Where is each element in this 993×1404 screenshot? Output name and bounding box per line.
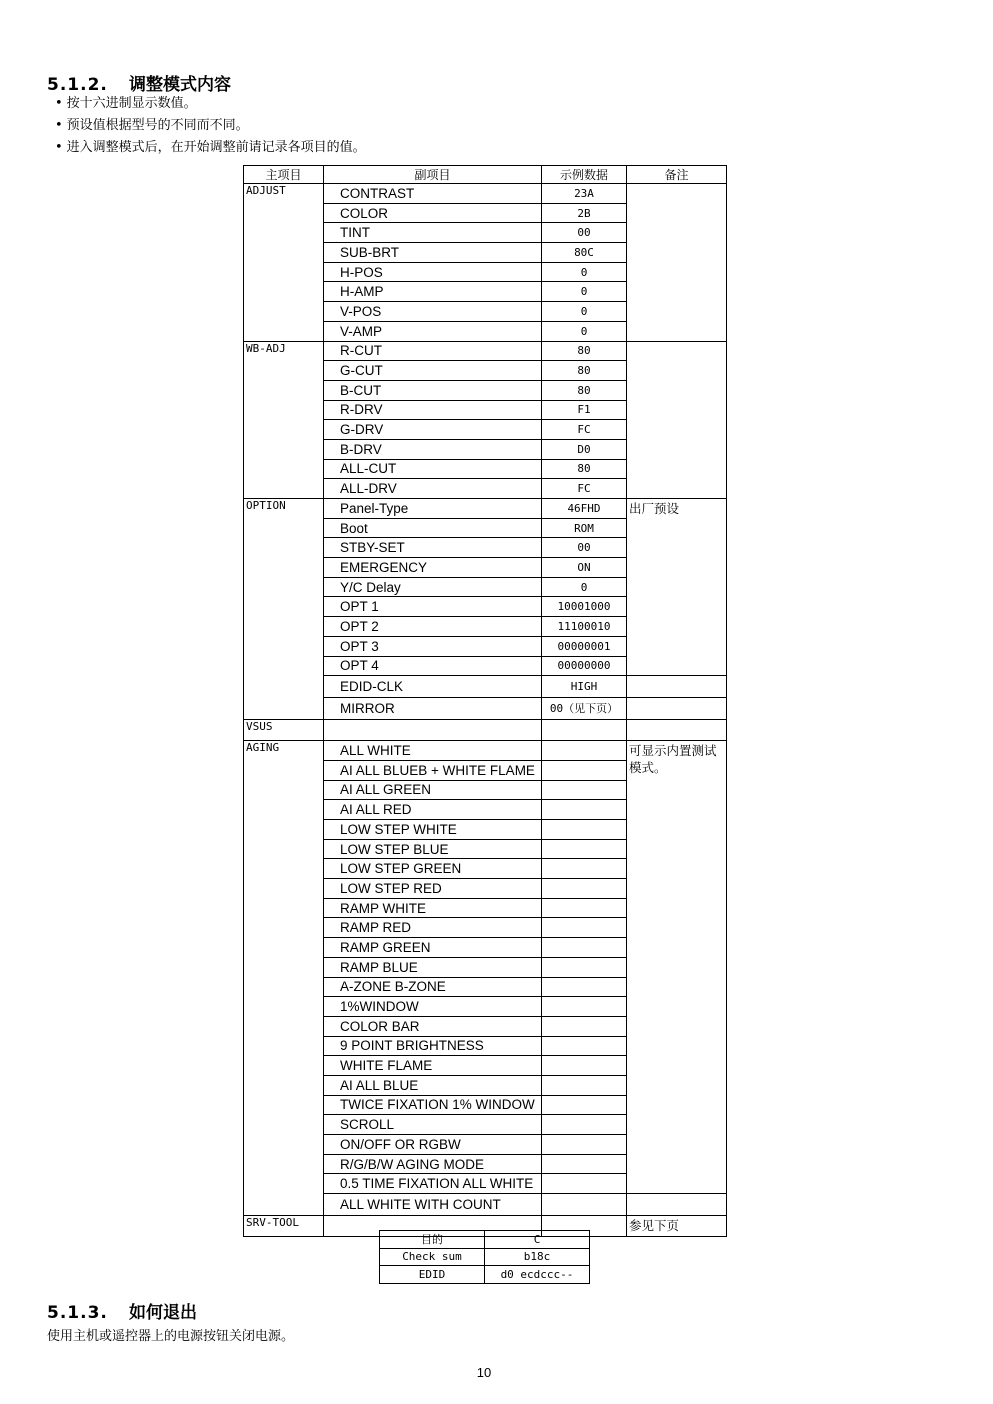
section-title: 如何退出	[129, 1303, 197, 1323]
table-cell: b18c	[485, 1248, 590, 1266]
sub-item-cell: ALL WHITE	[324, 741, 542, 761]
example-data-cell: 23A	[542, 184, 627, 204]
section-title: 调整模式内容	[129, 75, 231, 95]
example-data-cell: F1	[542, 400, 627, 420]
sub-item-cell: CONTRAST	[324, 184, 542, 204]
table-row	[244, 499, 727, 519]
sub-item-cell: H-POS	[324, 262, 542, 282]
adjustment-table	[243, 165, 727, 1237]
remarks-cell: 出厂预设	[627, 499, 727, 676]
sub-item-cell: EMERGENCY	[324, 558, 542, 578]
example-data-cell	[542, 1075, 627, 1095]
sub-item-cell: TINT	[324, 223, 542, 243]
example-data-cell: 46FHD	[542, 499, 627, 519]
table-row	[380, 1248, 590, 1266]
sub-item-cell: B-DRV	[324, 439, 542, 459]
header-example-data: 示例数据	[542, 166, 627, 184]
example-data-cell	[542, 820, 627, 840]
sub-item-cell: B-CUT	[324, 380, 542, 400]
example-data-cell: HIGH	[542, 676, 627, 698]
table-row	[244, 341, 727, 361]
sub-item-cell: OPT 4	[324, 656, 542, 676]
example-data-cell	[542, 957, 627, 977]
sub-item-cell: 1%WINDOW	[324, 997, 542, 1017]
sub-item-cell: RAMP WHITE	[324, 898, 542, 918]
example-data-cell: 80C	[542, 243, 627, 263]
sub-item-cell: MIRROR	[324, 697, 542, 719]
sub-item-cell: LOW STEP GREEN	[324, 859, 542, 879]
table-row	[380, 1231, 590, 1249]
page-number: 10	[476, 1365, 492, 1380]
main-item-cell: ADJUST	[244, 184, 324, 342]
example-data-cell	[542, 1115, 627, 1135]
example-data-cell	[542, 800, 627, 820]
example-data-cell	[542, 977, 627, 997]
example-data-cell: 0	[542, 302, 627, 322]
sub-item-cell: SUB-BRT	[324, 243, 542, 263]
exit-instruction: 使用主机或遥控器上的电源按钮关闭电源。	[47, 1329, 295, 1344]
sub-item-cell: G-CUT	[324, 361, 542, 381]
example-data-cell	[542, 1036, 627, 1056]
bullet-item: • 按十六进制显示数值。	[55, 93, 366, 115]
table-cell: Check sum	[380, 1248, 485, 1266]
sub-item-cell	[324, 719, 542, 741]
table-header-row	[244, 166, 727, 184]
sub-item-cell: OPT 3	[324, 636, 542, 656]
example-data-cell: ON	[542, 558, 627, 578]
example-data-cell: 00000001	[542, 636, 627, 656]
sub-item-cell: LOW STEP RED	[324, 879, 542, 899]
example-data-cell	[542, 859, 627, 879]
header-main-item: 主项目	[244, 166, 324, 184]
sub-item-cell: RAMP RED	[324, 918, 542, 938]
example-data-cell: 80	[542, 341, 627, 361]
example-data-cell	[542, 1194, 627, 1216]
sub-item-cell: RAMP GREEN	[324, 938, 542, 958]
example-data-cell: 00（见下页）	[542, 697, 627, 719]
section-number: 5.1.2.	[47, 75, 108, 95]
bullet-list	[55, 93, 366, 159]
sub-item-cell: AI ALL RED	[324, 800, 542, 820]
example-data-cell	[542, 1016, 627, 1036]
sub-item-cell: V-AMP	[324, 321, 542, 341]
sub-item-cell: AI ALL GREEN	[324, 780, 542, 800]
remarks-cell	[627, 697, 727, 719]
example-data-cell	[542, 918, 627, 938]
table-cell: d0 ecdccc--	[485, 1266, 590, 1284]
sub-item-cell: AI ALL BLUE	[324, 1075, 542, 1095]
sub-item-cell: COLOR	[324, 203, 542, 223]
example-data-cell: FC	[542, 479, 627, 499]
example-data-cell: 2B	[542, 203, 627, 223]
sub-item-cell: ALL WHITE WITH COUNT	[324, 1194, 542, 1216]
sub-item-cell: R/G/B/W AGING MODE	[324, 1154, 542, 1174]
example-data-cell: 0	[542, 577, 627, 597]
example-data-cell: 00	[542, 223, 627, 243]
example-data-cell	[542, 839, 627, 859]
section-heading-512	[47, 70, 231, 95]
sub-item-cell: Y/C Delay	[324, 577, 542, 597]
table-cell: EDID	[380, 1266, 485, 1284]
sub-item-cell: LOW STEP BLUE	[324, 839, 542, 859]
example-data-cell: 80	[542, 459, 627, 479]
bullet-item: • 预设值根据型号的不同而不同。	[55, 115, 366, 137]
sub-item-cell: OPT 1	[324, 597, 542, 617]
remarks-cell: 参见下页	[627, 1215, 727, 1237]
sub-item-cell: V-POS	[324, 302, 542, 322]
remarks-cell	[627, 341, 727, 499]
sub-item-cell: G-DRV	[324, 420, 542, 440]
sub-item-cell: OPT 2	[324, 617, 542, 637]
sub-item-cell: RAMP BLUE	[324, 957, 542, 977]
example-data-cell	[542, 1174, 627, 1194]
example-data-cell: 80	[542, 361, 627, 381]
main-item-cell: OPTION	[244, 499, 324, 720]
sub-item-cell: SCROLL	[324, 1115, 542, 1135]
sub-item-cell: 9 POINT BRIGHTNESS	[324, 1036, 542, 1056]
table-cell: 目的	[380, 1231, 485, 1249]
example-data-cell	[542, 780, 627, 800]
sub-item-cell: H-AMP	[324, 282, 542, 302]
table-row	[244, 719, 727, 741]
example-data-cell: 0	[542, 282, 627, 302]
header-sub-item: 副项目	[324, 166, 542, 184]
example-data-cell: 0	[542, 262, 627, 282]
sub-item-cell: ON/OFF OR RGBW	[324, 1135, 542, 1155]
example-data-cell	[542, 719, 627, 741]
example-data-cell: D0	[542, 439, 627, 459]
example-data-cell	[542, 1056, 627, 1076]
sub-item-cell: WHITE FLAME	[324, 1056, 542, 1076]
example-data-cell	[542, 879, 627, 899]
example-data-cell: 00000000	[542, 656, 627, 676]
main-item-cell: WB-ADJ	[244, 341, 324, 499]
bullet-item: • 进入调整模式后，在开始调整前请记录各项目的值。	[55, 137, 366, 159]
example-data-cell: 00	[542, 538, 627, 558]
sub-item-cell: ALL-DRV	[324, 479, 542, 499]
example-data-cell	[542, 898, 627, 918]
sub-item-cell: Panel-Type	[324, 499, 542, 519]
example-data-cell: 0	[542, 321, 627, 341]
table-body	[244, 184, 727, 1237]
sub-item-cell: R-CUT	[324, 341, 542, 361]
header-remarks: 备注	[627, 166, 727, 184]
sub-item-cell: R-DRV	[324, 400, 542, 420]
example-data-cell: FC	[542, 420, 627, 440]
sub-item-cell: COLOR BAR	[324, 1016, 542, 1036]
sub-item-cell: TWICE FIXATION 1% WINDOW	[324, 1095, 542, 1115]
checksum-table	[379, 1230, 590, 1284]
section-number: 5.1.3.	[47, 1303, 108, 1323]
example-data-cell: ROM	[542, 518, 627, 538]
example-data-cell: 10001000	[542, 597, 627, 617]
remarks-cell: 可显示内置测试模式。	[627, 741, 727, 1194]
example-data-cell	[542, 1135, 627, 1155]
sub-item-cell: Boot	[324, 518, 542, 538]
sub-item-cell: ALL-CUT	[324, 459, 542, 479]
sub-item-cell: AI ALL BLUEB + WHITE FLAME	[324, 760, 542, 780]
main-item-cell: AGING	[244, 741, 324, 1216]
remarks-cell	[627, 676, 727, 698]
main-item-cell: VSUS	[244, 719, 324, 741]
sub-item-cell: EDID-CLK	[324, 676, 542, 698]
example-data-cell	[542, 760, 627, 780]
example-data-cell: 80	[542, 380, 627, 400]
sub-item-cell: LOW STEP WHITE	[324, 820, 542, 840]
table-row	[244, 184, 727, 204]
table-row	[380, 1266, 590, 1284]
example-data-cell	[542, 741, 627, 761]
example-data-cell	[542, 997, 627, 1017]
sub-item-cell: A-ZONE B-ZONE	[324, 977, 542, 997]
section-heading-513	[47, 1298, 197, 1323]
table-row	[244, 741, 727, 761]
example-data-cell	[542, 1154, 627, 1174]
remarks-cell	[627, 719, 727, 741]
remarks-cell	[627, 184, 727, 342]
table-cell: C	[485, 1231, 590, 1249]
sub-item-cell: STBY-SET	[324, 538, 542, 558]
example-data-cell	[542, 938, 627, 958]
example-data-cell	[542, 1095, 627, 1115]
example-data-cell: 11100010	[542, 617, 627, 637]
main-item-cell: SRV-TOOL	[244, 1215, 324, 1237]
sub-item-cell: 0.5 TIME FIXATION ALL WHITE	[324, 1174, 542, 1194]
remarks-cell	[627, 1194, 727, 1216]
